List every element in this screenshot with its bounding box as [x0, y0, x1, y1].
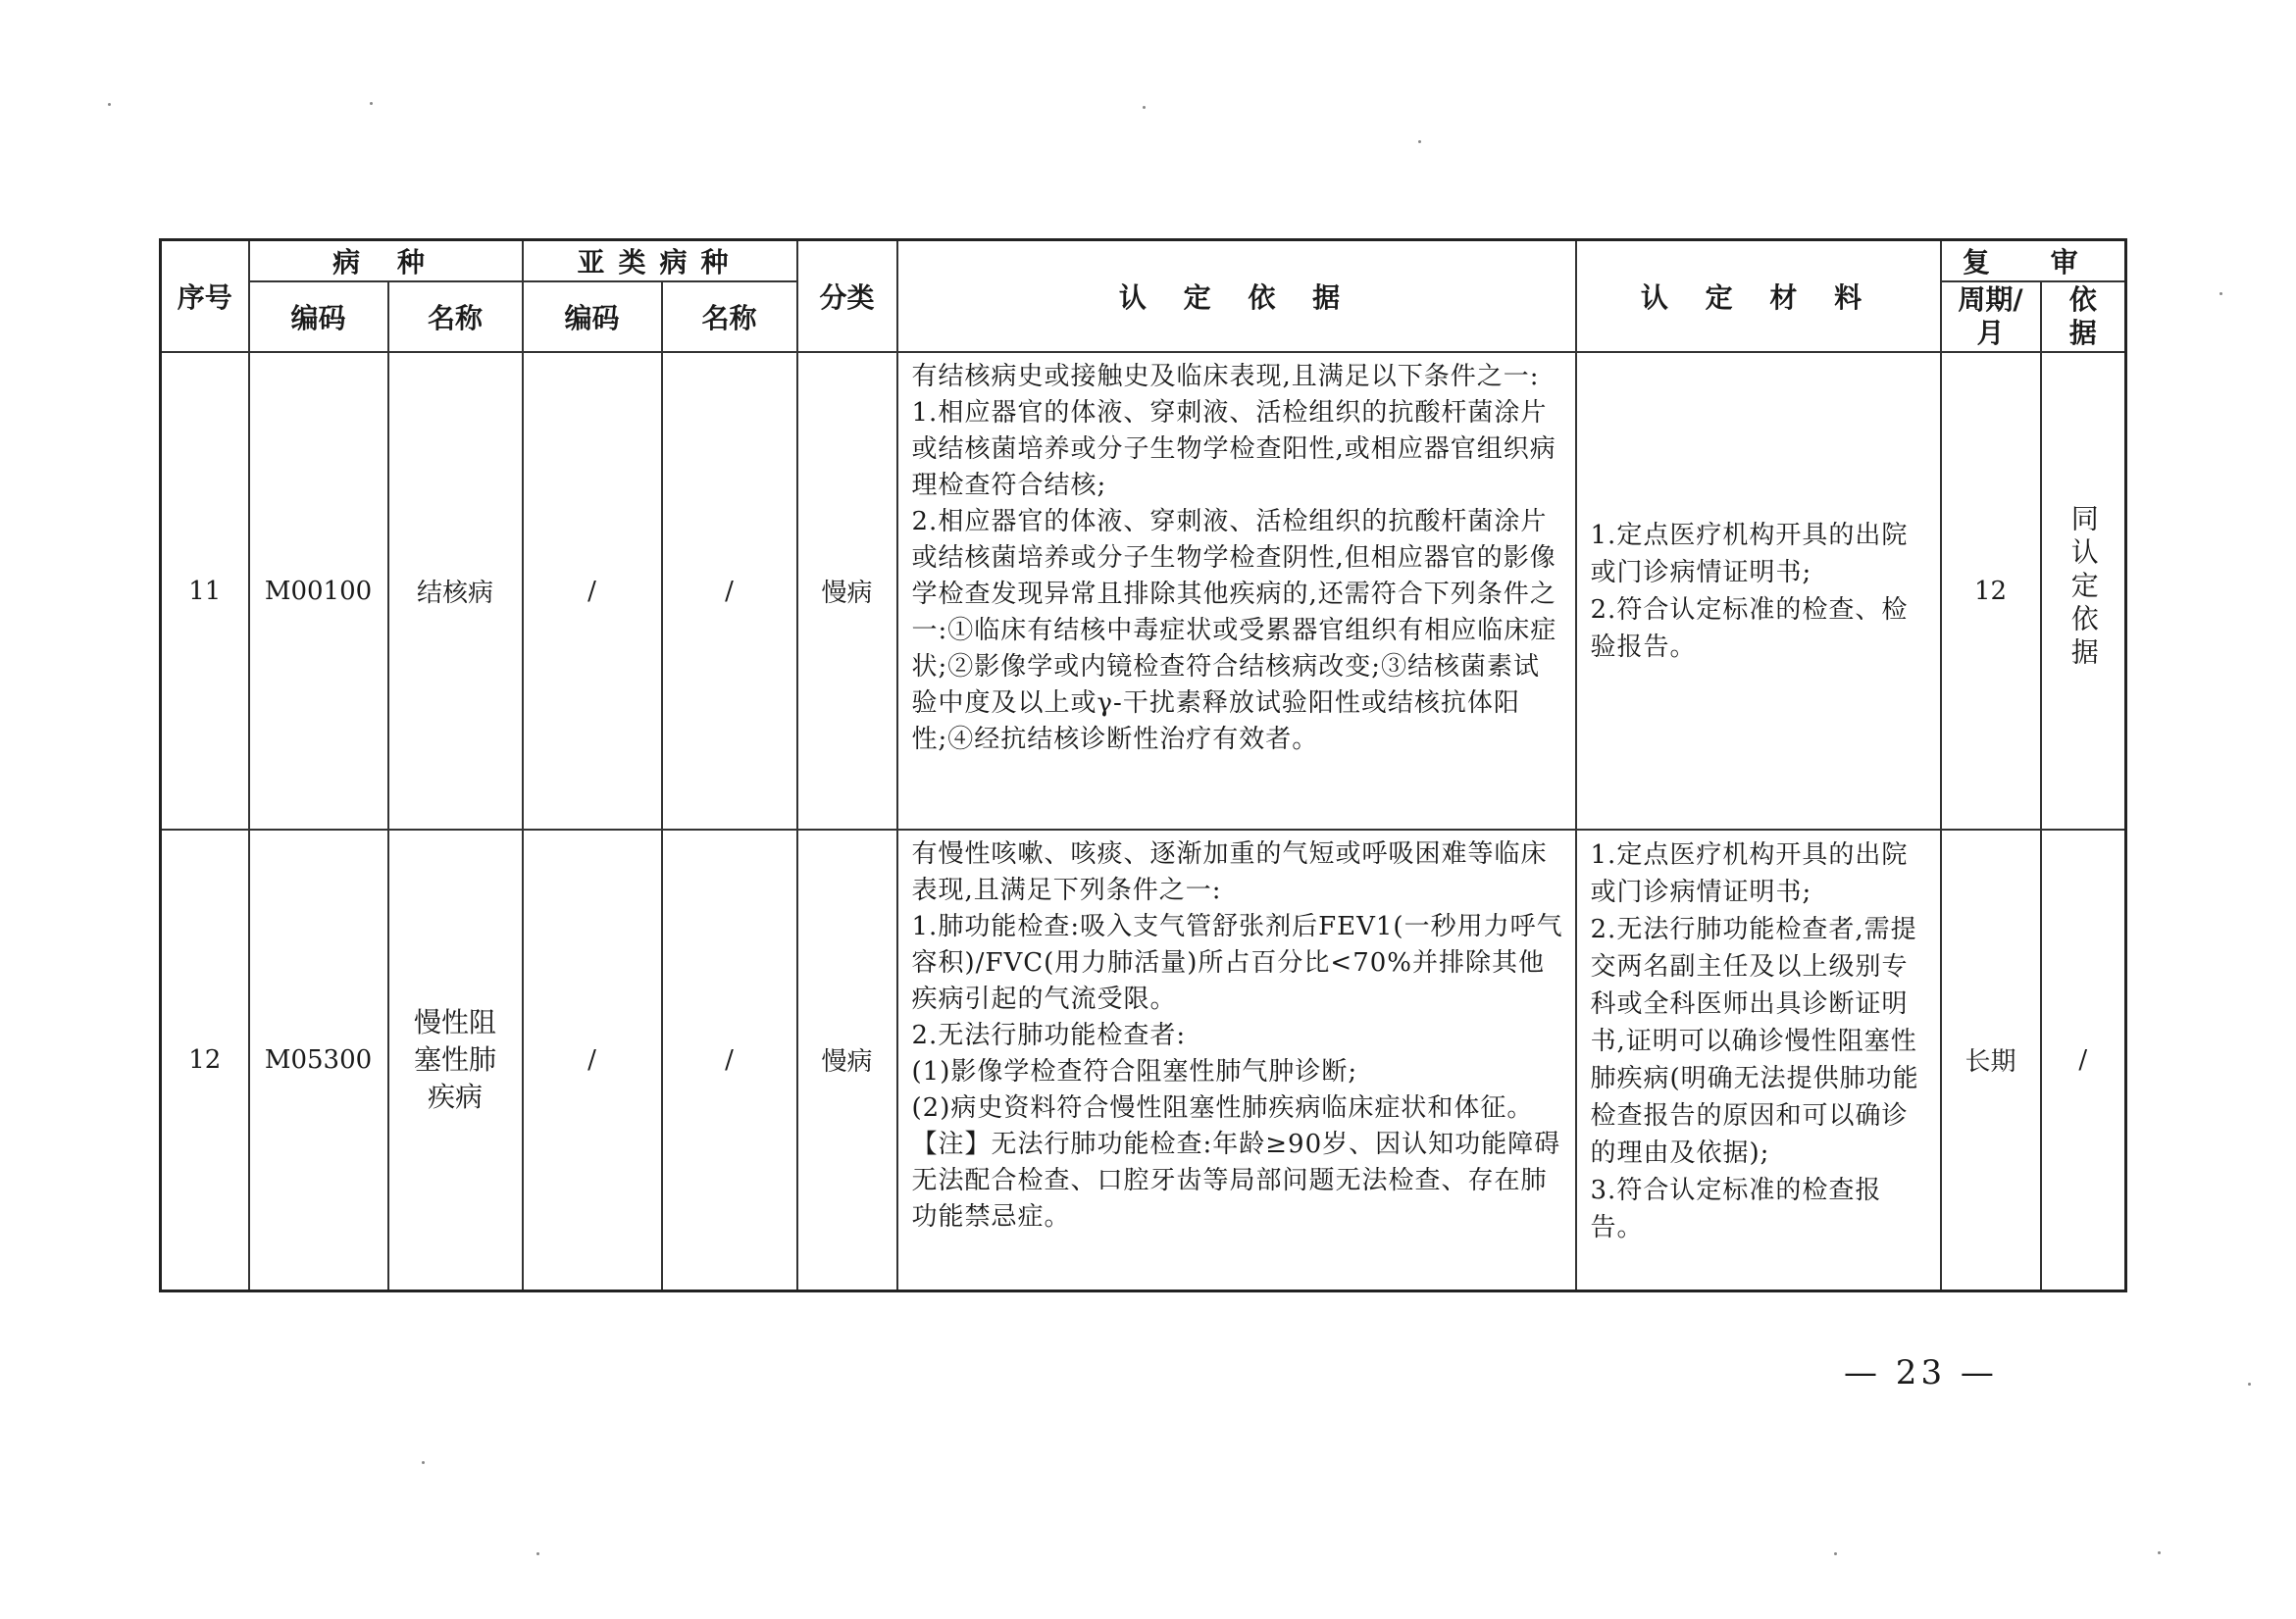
materials-line: 2.无法行肺功能检查者,需提交两名副主任及以上级别专科或全科医师出具诊断证明书,证明可以确诊慢性阻塞性肺疾病(明确无法提供肺功能检查报告的原因和可以确诊的理由及依据);	[1590, 915, 1919, 1168]
header-seq: 序号	[161, 240, 249, 353]
basis-line: 1.肺功能检查:吸入支气管舒张剂后FEV1(一秒用力呼气容积)/FVC(用力肺活量)所占百分比<70%并排除其他疾病引起的气流受限。	[911, 912, 1563, 1014]
row-sub-code: /	[523, 830, 662, 1290]
row-category: 慢病	[797, 830, 897, 1290]
materials-line: 1.定点医疗机构开具的出院或门诊病情证明书;	[1590, 520, 1909, 587]
row-code: M05300	[249, 830, 388, 1290]
materials-line: 3.符合认定标准的检查报告。	[1590, 1176, 1882, 1242]
row-materials	[1576, 352, 1941, 830]
basis-line: 2.无法行肺功能检查者:	[911, 1021, 1187, 1050]
row-category: 慢病	[797, 352, 897, 830]
header-basis: 认 定 依 据	[897, 240, 1576, 353]
basis-line: 有结核病史或接触史及临床表现,且满足以下条件之一:	[911, 362, 1540, 391]
row-seq: 12	[161, 830, 249, 1290]
materials-line: 1.定点医疗机构开具的出院或门诊病情证明书;	[1590, 840, 1909, 907]
row-name: 慢性阻塞性肺疾病	[388, 830, 523, 1290]
materials-line: 2.符合认定标准的检查、检验报告。	[1590, 594, 1909, 662]
header-disease-group: 病 种	[249, 240, 523, 282]
header-category: 分类	[797, 240, 897, 353]
row-review-basis: /	[2041, 830, 2126, 1290]
row-basis	[897, 352, 1576, 830]
row-code: M00100	[249, 352, 388, 830]
row-materials	[1576, 830, 1941, 1290]
basis-line: 1.相应器官的体液、穿刺液、活检组织的抗酸杆菌涂片或结核菌培养或分子生物学检查阳性,或相应器官组织病理检查符合结核;	[911, 398, 1556, 500]
row-review-period: 12	[1941, 352, 2041, 830]
page-number: — 23 —	[1844, 1353, 1998, 1392]
basis-line: 【注】无法行肺功能检查:年龄≥90岁、因认知功能障碍无法配合检查、口腔牙齿等局部问题无法检查、存在肺功能禁忌症。	[911, 1130, 1561, 1232]
basis-line: 2.相应器官的体液、穿刺液、活检组织的抗酸杆菌涂片或结核菌培养或分子生物学检查阴性,但相应器官的影像学检查发现异常且排除其他疾病的,还需符合下列条件之一:①临床有结核中毒症状或受累器官组织有相应临床症状;②影像学或内镜检查符合结核病改变;③结核菌素试验中度及以上或γ-干扰素释放试验阳性或结核抗体阳性;④经抗结核诊断性治疗有效者。	[911, 507, 1557, 754]
header-row-top	[161, 240, 2126, 282]
row-review-basis: 同认定依据	[2041, 352, 2126, 830]
table-row	[161, 830, 2126, 1290]
header-review: 复 审	[1941, 240, 2126, 282]
row-sub-name: /	[662, 352, 797, 830]
row-name: 结核病	[388, 352, 523, 830]
header-sub-name: 名称	[662, 281, 797, 352]
row-review-period: 长期	[1941, 830, 2041, 1290]
header-name: 名称	[388, 281, 523, 352]
row-sub-code: /	[523, 352, 662, 830]
header-review-period: 周期/月	[1941, 281, 2041, 352]
row-sub-name: /	[662, 830, 797, 1290]
basis-line: 有慢性咳嗽、咳痰、逐渐加重的气短或呼吸困难等临床表现,且满足下列条件之一:	[911, 839, 1548, 905]
row-seq: 11	[161, 352, 249, 830]
header-sub-code: 编码	[523, 281, 662, 352]
disease-table	[159, 238, 2127, 1292]
basis-line: (2)病史资料符合慢性阻塞性肺疾病临床症状和体征。	[911, 1093, 1534, 1123]
row-basis	[897, 830, 1576, 1290]
table-row	[161, 352, 2126, 830]
header-materials: 认 定 材 料	[1576, 240, 1941, 353]
basis-line: (1)影像学检查符合阻塞性肺气肿诊断;	[911, 1057, 1358, 1087]
header-review-basis: 依据	[2041, 281, 2126, 352]
header-subtype-group: 亚类病种	[523, 240, 797, 282]
header-code: 编码	[249, 281, 388, 352]
